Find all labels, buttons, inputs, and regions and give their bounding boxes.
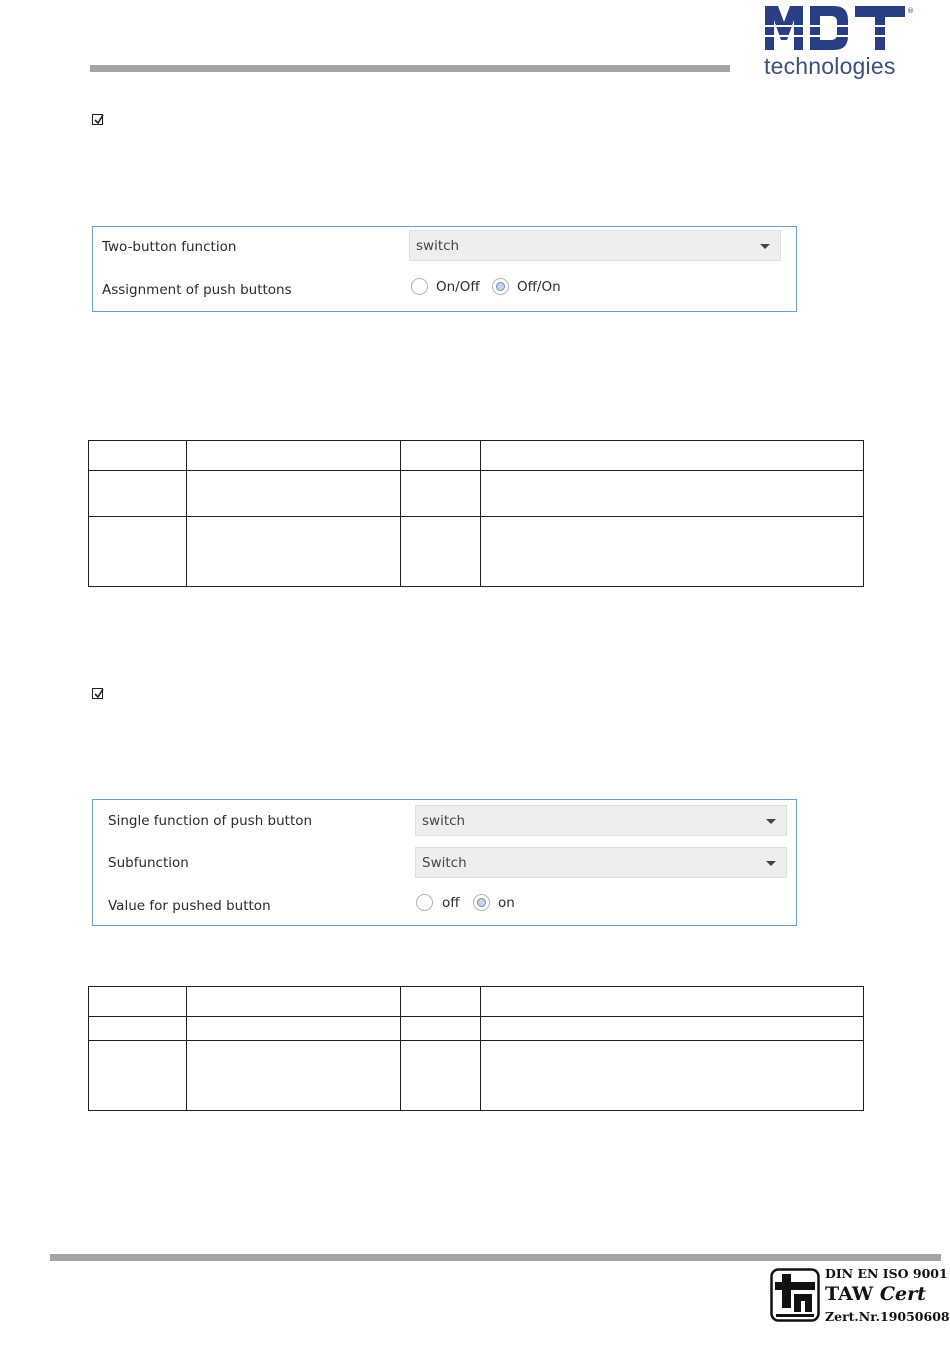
subfunction-dropdown[interactable] bbox=[415, 847, 787, 878]
assignment-push-buttons-label: Assignment of push buttons bbox=[102, 282, 292, 298]
two-button-function-label: Two-button function bbox=[102, 239, 237, 255]
certification-block bbox=[770, 1266, 950, 1326]
footer-rule bbox=[50, 1254, 941, 1261]
cert-org bbox=[825, 1283, 926, 1305]
radio-on[interactable] bbox=[473, 894, 490, 911]
cert-number: Zert.Nr.19050608 bbox=[825, 1309, 950, 1324]
radio-off-label: off bbox=[442, 895, 460, 911]
table-row bbox=[89, 517, 864, 587]
mdt-logo bbox=[764, 4, 914, 80]
settings-panel-two-button bbox=[92, 226, 797, 312]
cert-org-name: TAW bbox=[825, 1283, 874, 1305]
chevron-down-icon bbox=[766, 819, 776, 824]
data-table-2 bbox=[88, 986, 864, 1111]
cert-org-suffix: Cert bbox=[879, 1283, 926, 1305]
cert-standard: DIN EN ISO 9001 bbox=[825, 1266, 948, 1281]
mdt-wordmark-icon bbox=[764, 4, 912, 54]
radio-on-label: on bbox=[498, 895, 515, 911]
radio-on-off[interactable] bbox=[411, 278, 428, 295]
checkbox-icon bbox=[92, 688, 103, 699]
radio-off[interactable] bbox=[416, 894, 433, 911]
logo-subtitle: technologies bbox=[764, 53, 896, 79]
svg-text:®: ® bbox=[907, 7, 914, 15]
table-row bbox=[89, 471, 864, 517]
chevron-down-icon bbox=[766, 861, 776, 866]
subfunction-label: Subfunction bbox=[108, 855, 189, 871]
taw-cert-logo-icon bbox=[770, 1268, 820, 1322]
single-function-label: Single function of push button bbox=[108, 813, 313, 829]
dropdown-value: switch bbox=[422, 813, 466, 829]
data-table-1 bbox=[88, 440, 864, 587]
table-row bbox=[89, 441, 864, 471]
radio-off-on[interactable] bbox=[492, 278, 509, 295]
header-rule bbox=[90, 65, 730, 72]
dropdown-value: Switch bbox=[422, 855, 467, 871]
table-row bbox=[89, 1041, 864, 1111]
single-function-dropdown[interactable] bbox=[415, 805, 787, 836]
radio-on-off-label: On/Off bbox=[436, 279, 480, 295]
radio-off-on-label: Off/On bbox=[517, 279, 561, 295]
table-row bbox=[89, 1017, 864, 1041]
table-row bbox=[89, 987, 864, 1017]
settings-panel-single-function bbox=[92, 799, 797, 926]
two-button-function-dropdown[interactable] bbox=[409, 230, 781, 261]
chevron-down-icon bbox=[760, 244, 770, 249]
dropdown-value: switch bbox=[416, 238, 460, 254]
checkbox-icon bbox=[92, 114, 103, 125]
value-pushed-button-label: Value for pushed button bbox=[108, 898, 271, 914]
